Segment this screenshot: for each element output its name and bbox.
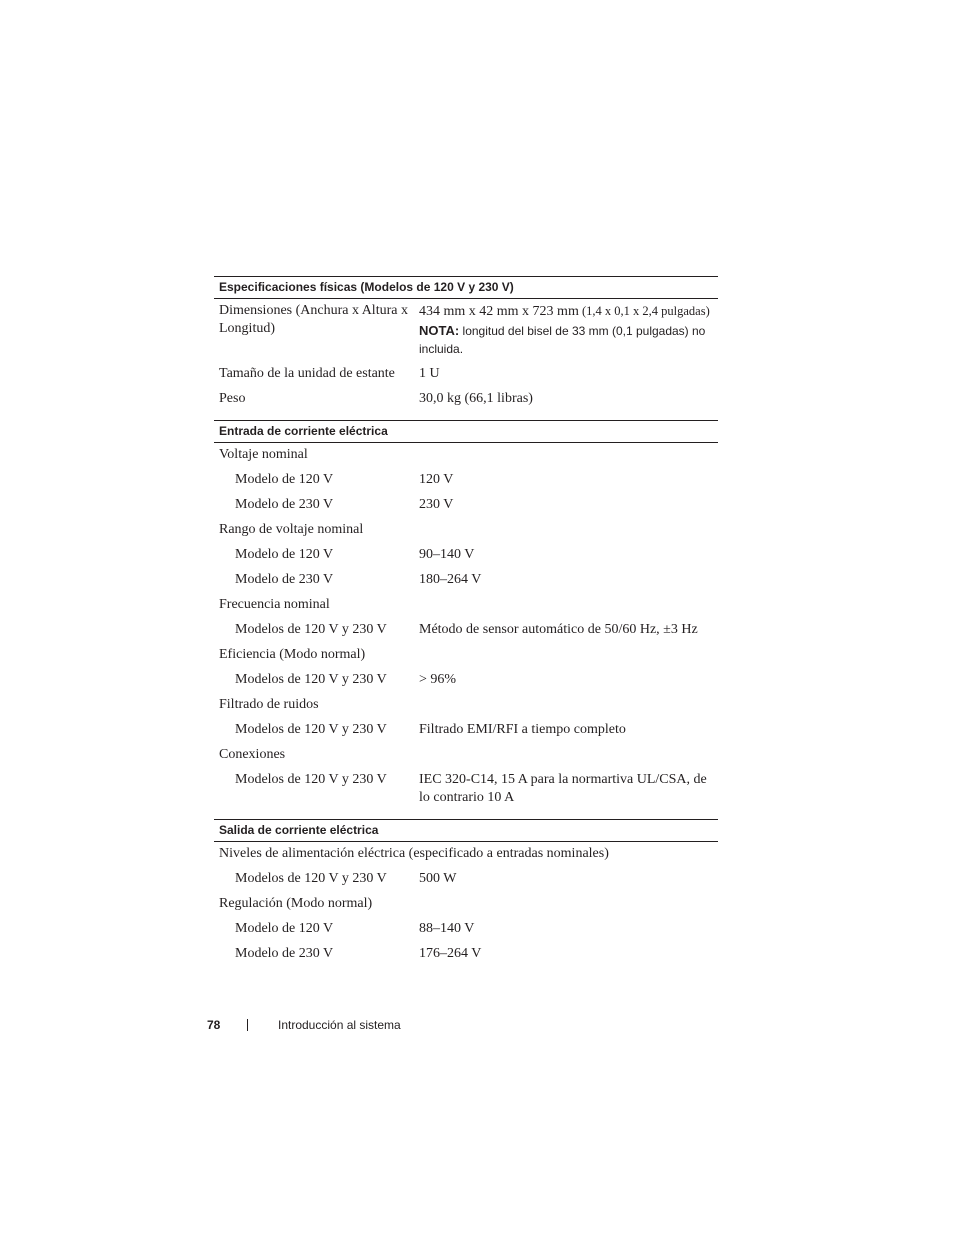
row-value [419, 746, 718, 764]
row-label: Modelo de 230 V [235, 497, 334, 512]
row-label: Eficiencia (Modo normal) [219, 647, 366, 662]
dimensions-inches: (1,4 x 0,1 x 2,4 pulgadas) [578, 304, 710, 318]
section-power-input [214, 420, 718, 819]
table-row [214, 365, 718, 383]
footer-divider [247, 1019, 248, 1031]
section-header: Salida de corriente eléctrica [214, 819, 718, 842]
row-value: 230 V [419, 497, 454, 512]
row-label: Modelos de 120 V y 230 V [235, 622, 387, 637]
row-label: Modelo de 230 V [235, 572, 334, 587]
table-row [214, 571, 718, 589]
row-value: > 96% [419, 672, 457, 687]
table-row [214, 596, 718, 614]
page-number: 78 [207, 1018, 221, 1032]
table-row [214, 471, 718, 489]
row-label: Modelo de 120 V [235, 921, 334, 936]
table-row [214, 845, 718, 863]
note [419, 322, 718, 358]
table-row [214, 696, 718, 714]
row-value [419, 696, 718, 714]
table-row [214, 721, 718, 739]
row-value: IEC 320-C14, 15 A para la normartiva UL/CSA, de lo contrario 10 A [419, 772, 707, 805]
table-row [214, 621, 718, 639]
row-value: 176–264 V [419, 946, 482, 961]
table-row [214, 496, 718, 514]
row-label: Modelo de 230 V [235, 946, 334, 961]
section-physical-specs [214, 276, 718, 420]
row-label: Niveles de alimentación eléctrica (especificado a entradas nominales) [219, 846, 609, 861]
section-header: Especificaciones físicas (Modelos de 120 V y 230 V) [214, 276, 718, 299]
table-row [214, 771, 718, 807]
row-value: 500 W [419, 871, 457, 886]
table-row [214, 302, 718, 358]
row-value: Método de sensor automático de 50/60 Hz, ±3 Hz [419, 622, 698, 637]
row-label: Conexiones [219, 747, 286, 762]
table-row [214, 671, 718, 689]
row-label: Frecuencia nominal [219, 597, 330, 612]
row-value [419, 302, 718, 358]
row-label: Modelo de 120 V [235, 547, 334, 562]
row-label: Rango de voltaje nominal [219, 522, 364, 537]
row-label: Peso [219, 391, 246, 406]
row-value [419, 521, 718, 539]
footer-title: Introducción al sistema [278, 1018, 401, 1032]
row-value: 90–140 V [419, 547, 475, 562]
note-label: NOTA: [419, 323, 460, 338]
row-value: 120 V [419, 472, 454, 487]
row-value [419, 895, 718, 913]
row-label: Modelos de 120 V y 230 V [235, 772, 387, 787]
spec-tables [214, 276, 718, 975]
note-text: longitud del bisel de 33 mm (0,1 pulgadas) no incluida. [419, 324, 706, 356]
row-value: 1 U [419, 366, 440, 381]
table-row [214, 546, 718, 564]
row-value: Filtrado EMI/RFI a tiempo completo [419, 722, 626, 737]
table-row [214, 920, 718, 938]
section-power-output [214, 819, 718, 975]
row-value: 180–264 V [419, 572, 482, 587]
table-row [214, 870, 718, 888]
row-label: Modelos de 120 V y 230 V [235, 672, 387, 687]
dimensions-value: 434 mm x 42 mm x 723 mm [419, 304, 579, 319]
row-value [419, 446, 718, 464]
table-row [214, 646, 718, 664]
row-value [419, 596, 718, 614]
row-label: Dimensiones (Anchura x Altura x Longitud) [219, 303, 408, 336]
row-label: Modelos de 120 V y 230 V [235, 871, 387, 886]
table-row [214, 945, 718, 963]
row-label: Modelo de 120 V [235, 472, 334, 487]
row-label: Modelos de 120 V y 230 V [235, 722, 387, 737]
row-label: Filtrado de ruidos [219, 697, 319, 712]
table-row [214, 895, 718, 913]
row-value [419, 646, 718, 664]
row-label: Tamaño de la unidad de estante [219, 366, 395, 381]
row-label: Regulación (Modo normal) [219, 896, 373, 911]
section-header: Entrada de corriente eléctrica [214, 420, 718, 443]
table-row [214, 746, 718, 764]
row-label: Voltaje nominal [219, 447, 308, 462]
row-value: 88–140 V [419, 921, 475, 936]
row-value: 30,0 kg (66,1 libras) [419, 391, 533, 406]
table-row [214, 390, 718, 408]
table-row [214, 521, 718, 539]
table-row [214, 446, 718, 464]
